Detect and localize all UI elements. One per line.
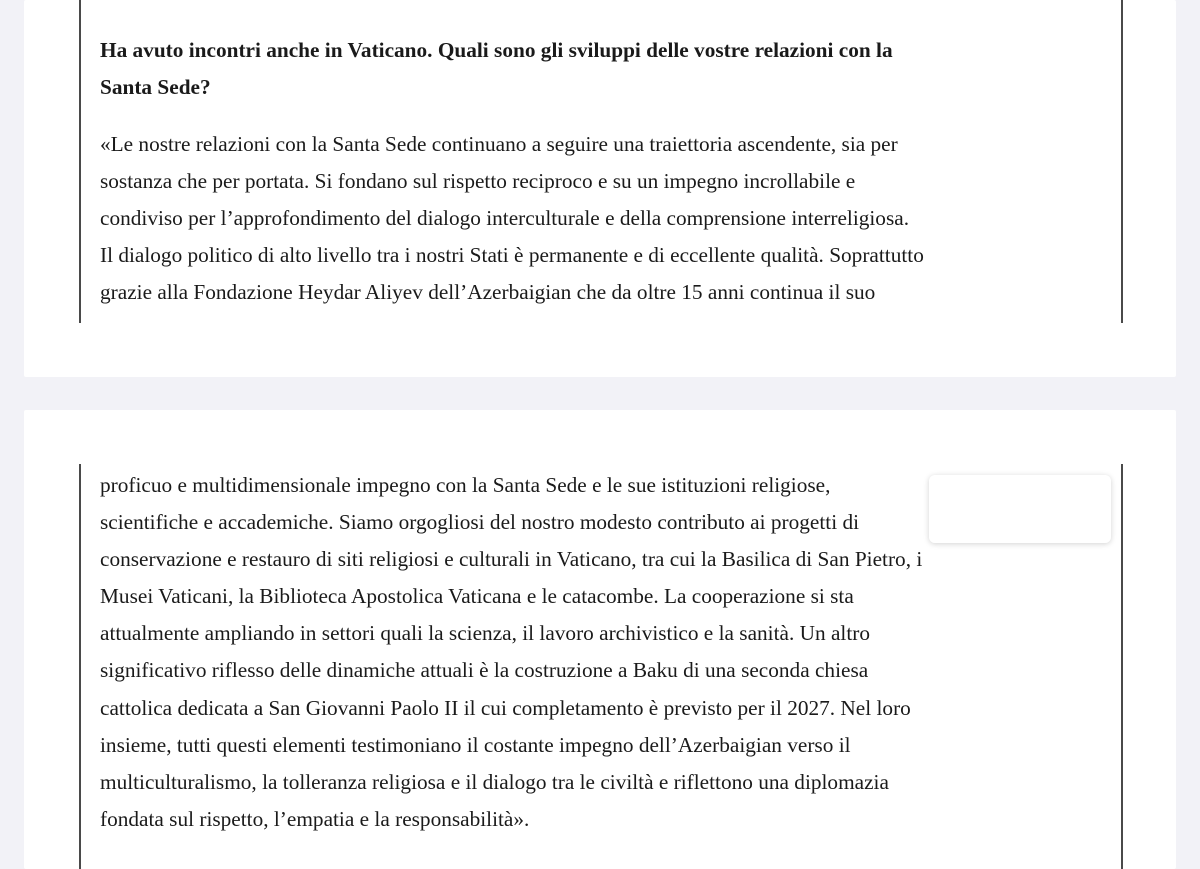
quote-rule-left (79, 464, 81, 869)
answer-line: Musei Vaticani, la Biblioteca Apostolica Vaticana e le catacombe. La cooperazione si sta (100, 584, 854, 609)
answer-line: proficuo e multidimensionale impegno con la Santa Sede e le sue istituzioni religiose, (100, 473, 831, 497)
article-card-top (24, 0, 1176, 377)
answer-line: sostanza che per portata. Si fondano sul rispetto reciproco e su un impegno incrollabile e (100, 169, 856, 193)
answer-line: fondata sul rispetto, l’empatia e la responsabilità». (100, 806, 530, 831)
quote-rule-right (1121, 0, 1123, 323)
interview-question (100, 32, 1110, 106)
answer-line: multiculturalismo, la tolleranza religiosa e il dialogo tra le civiltà e riflettono una diplomazia (100, 769, 889, 794)
question-line: Santa Sede? (100, 75, 211, 99)
answer-line: significativo riflesso delle dinamiche attuali è la costruzione a Baku di una seconda chiesa (100, 658, 869, 683)
answer-line: condiviso per l’approfondimento del dialogo interculturale e della comprensione interreligiosa. (100, 206, 910, 230)
question-line: Ha avuto incontri anche in Vaticano. Quali sono gli sviluppi delle vostre relazioni con la (100, 38, 893, 62)
answer-line: Il dialogo politico di alto livello tra i nostri Stati è permanente e di eccellente qualità. Soprattutto (100, 243, 924, 267)
answer-line: conservazione e restauro di siti religiosi e culturali in Vaticano, tra cui la Basilica di San Pietro, i (100, 547, 923, 572)
answer-line: «Le nostre relazioni con la Santa Sede continuano a seguire una traiettoria ascendente, sia per (100, 132, 898, 156)
answer-line: cattolica dedicata a San Giovanni Paolo II il cui completamento è previsto per il 2027. Nel loro (100, 695, 911, 720)
quote-rule-left (79, 0, 81, 323)
answer-line: scientifiche e accademiche. Siamo orgogliosi del nostro modesto contributo ai progetti di (100, 510, 860, 535)
answer-line: attualmente ampliando in settori quali la scienza, il lavoro archivistico e la sanità. Un altro (100, 621, 870, 646)
interview-answer-part-1 (100, 126, 1110, 311)
answer-line: insieme, tutti questi elementi testimoniano il costante impegno dell’Azerbaigian verso il (100, 732, 851, 757)
selection-popover[interactable] (929, 475, 1111, 543)
answer-line: grazie alla Fondazione Heydar Aliyev dell’Azerbaigian che da oltre 15 anni continua il suo (100, 280, 876, 304)
quote-rule-right (1121, 464, 1123, 869)
